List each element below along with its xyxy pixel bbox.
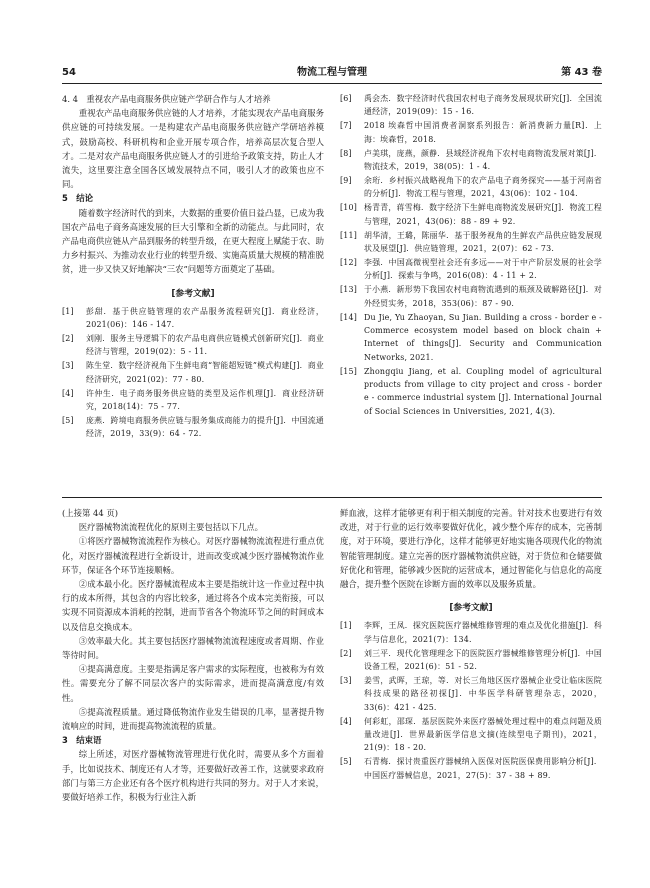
principle-3: ③效率最大化。其主要包括医疗器械物流流程速度或者周期、作业等待时间。 bbox=[62, 635, 324, 661]
reference-item: [11] 胡华清，王璐，陈丽华．基于服务视角的生鲜农产品供应链发展现状及展望[J]．供应链管理，2021，2(07)：62 - 73. bbox=[340, 230, 602, 253]
reference-item: [10] 杨青青，蒋雪梅．数字经济下生鲜电商物流发展研究[J]．物流工程与管理，2021，43(06)：88 - 89 + 92. bbox=[340, 203, 602, 226]
reference-item: [1] 彭甜．基于供应链管理的农产品服务流程研究[J]．商业经济，2021(06)：146 - 147. bbox=[62, 306, 324, 330]
reference-item: [9] 余珩．乡村振兴战略视角下的农产品电子商务探究——基于河南省的分析[J]．物流工程与管理，2021，43(06)：102 - 104. bbox=[340, 175, 602, 199]
continued-from-note: (上接第 44 页) bbox=[62, 508, 119, 518]
references-heading: [参考文献] bbox=[171, 288, 215, 299]
section-5-paragraph: 随着数字经济时代的到来，大数据的重要价值日益凸显，已成为我国农产品电子商务高速发展的巨大引擎和全新的动能点。与此同时，农产品电商供应链从产品到服务的转型升级，在更大程度上赋能于农、助力乡村振兴、为推动农业行业的转型升级、实施高质量大规模的精准脱贫，进一步又快又好地解决“三农”问题等方面奠定了基础。 bbox=[62, 207, 324, 275]
reference-item: [13] 于小燕．新形势下我国农村电商物流遇到的瓶颈及破解路径[J]．对外经贸实务，2018，353(06)：87 - 90. bbox=[340, 285, 602, 308]
journal-title: 物流工程与管理 bbox=[297, 67, 367, 78]
principles-intro: 医疗器械物流流程优化的原则主要包括以下几点。 bbox=[78, 522, 264, 533]
reference-item: [15] Zhongqiu Jiang, et al. Coupling model of agricultural products from village to city project and cross - border e - commerce industrial system [J]. International Journal of Social Sciences in Universities, 2021, 4(3). bbox=[340, 366, 602, 416]
upper-left-column bbox=[62, 92, 324, 441]
article-divider bbox=[62, 497, 602, 498]
lower-left-column bbox=[62, 506, 324, 804]
principle-2: ②成本最小化。医疗器械流程成本主要是指统计这一作业过程中执行的成本所得，其包含的内容比较多，通过将各个成本完美衔接，可以实现不同资源成本消耗的控制，进而节省各个物流环节之间的时间成本以及信息交换成本。 bbox=[62, 579, 324, 632]
principle-5: ⑤提高流程质量。通过降低物流作业发生错误的几率，显著提升物流响应的时间，进而提高物流流程的质量。 bbox=[62, 706, 324, 732]
conclusion-continued: 鲜血液，这样才能够更有利于相关制度的完善。针对技术也要进行有效改进，对于行业的运行效率要做好优化，减少整个库存的成本，完善制度，对于环境，要进行净化，这样才能够更好地实施各项现代化的物流智能管理制度。建立完善的医疗器械物流供应链，对于货位和仓储要做好优化和管理，能够减少医院的运营成本，通过智能化与信息化的高度融合，提升整个医院在诊断方面的效率以及服务质量。 bbox=[340, 508, 602, 590]
references-heading-lower: [参考文献] bbox=[449, 603, 493, 614]
reference-item: [12] 李强．中国高微视型社会还有多远——对于中产阶层发展的社会学分析[J]．探索与争鸣，2016(08)：4 - 11 + 2. bbox=[340, 257, 602, 281]
reference-item: [14] Du Jie, Yu Zhaoyan, Su Jian. Building a cross - border e - Commerce ecosystem model based on block chain + Internet of things[J]. Security and Communication Networks, 2021. bbox=[340, 312, 602, 362]
section-4-4-heading: 4. 4 重视农产品电商服务供应链产学研合作与人才培养 bbox=[62, 94, 271, 104]
section-5-heading: 5 结论 bbox=[62, 193, 93, 204]
reference-item: [8] 卢美琪，庞燕，颜静．县域经济视角下农村电商物流发展对策[J]．物流技术，2019，38(05)：1 - 4. bbox=[340, 148, 602, 172]
principle-4: ④提高满意度。主要是指满足客户需求的实际程度，也被称为有效性。需要充分了解不同层次客户的实际需求，进而提高满意度/有效性。 bbox=[62, 664, 324, 703]
principle-1: ①将医疗器械物流流程作为核心。对医疗器械物流流程进行重点优化，对医疗器械流程进行全新设计，进而改变或减少医疗器械物流作业环节，保证各个环节连接顺畅。 bbox=[62, 536, 324, 575]
reference-item: [3] 姜雪，武晖，王琼，等．对长三角地区医疗器械企业受让临床医院科技成果的路径初探[J]．中华医学科研管理杂志，2020，33(6)：421 - 425. bbox=[340, 675, 602, 712]
reference-item: [5] 石青梅．探讨贵重医疗器械纳入医保对医院医保费用影响分析[J]．中国医疗器械信息，2021，27(5)：37 - 38 + 89. bbox=[340, 757, 602, 780]
references-list-lower bbox=[340, 619, 602, 782]
references-list bbox=[62, 305, 324, 441]
reference-item: [4] 何彩虹，邵琛．基层医院外来医疗器械处理过程中的难点问题及质量改进[J]．世界最新医学信息文摘(连续型电子期刊)，2021，21(9)：18 - 20. bbox=[340, 716, 602, 753]
page-header bbox=[62, 66, 602, 80]
lower-right-column bbox=[340, 506, 602, 783]
reference-item: [6] 禹会杰．数字经济时代我国农村电子商务发展现状研究[J]．全国流通经济，2019(09)：15 - 16. bbox=[340, 94, 602, 117]
page-number: 54 bbox=[62, 67, 76, 78]
reference-item: [3] 陈生堂．数字经济视角下生鲜电商“智能超短链”模式构建[J]．商业经济研究，2021(02)：77 - 80. bbox=[62, 361, 324, 384]
section-4-4-paragraph: 重视农产品电商服务供应链的人才培养，才能实现农产品电商服务供应链的可持续发展。一是构建农产品电商服务供应链产学研培养模式，鼓励高校、科研机构和企业开展专项合作，培养高层次复合型人才。二是对农产品电商服务供应链人才的引进给予政策支持，防止人才流失，这里要注意全国各区域发展特点不同，吸引人才的政策也应不同。 bbox=[62, 108, 324, 190]
conclusion-paragraph: 综上所述，对医疗器械物流管理进行优化时，需要从多个方面着手，比如说技术、制度还有人才等，还要做好改善工作，这就要求政府部门与第三方企业还有各个医疗机构进行共同的努力。对于人才来说，要做好培养工作，积极为行业注入新 bbox=[62, 749, 324, 803]
reference-item: [7] 2018 埃森哲中国消费者洞察系列报告：新消费新力量[R]．上海：埃森哲，2018. bbox=[340, 121, 602, 144]
reference-item: [2] 刘三平．现代化管理理念下的医院医疗器械维修管理分析[J]．中国设备工程，2021(6)：51 - 52. bbox=[340, 648, 602, 671]
upper-right-column bbox=[340, 92, 602, 419]
reference-item: [1] 李辉，王凤．探究医院医疗器械维修管理的难点及优化措施[J]．科学与信息化，2021(7)：134. bbox=[340, 621, 602, 644]
reference-item: [4] 许仲生．电子商务服务供应链的类型及运作机理[J]．商业经济研究，2018(14)：75 - 77. bbox=[62, 388, 324, 411]
reference-item: [5] 庞燕．跨境电商服务供应链与服务集成商能力的提升[J]．中国流通经济，2019，33(9)：64 - 72. bbox=[62, 415, 324, 439]
volume-label: 第 43 卷 bbox=[561, 67, 602, 78]
reference-item: [2] 刘刚．服务主导逻辑下的农产品电商供应链模式创新研究[J]．商业经济与管理，2019(02)：5 - 11. bbox=[62, 333, 324, 357]
header-rule bbox=[62, 83, 602, 84]
section-3-heading: 3 结束语 bbox=[62, 735, 102, 746]
references-list-continued bbox=[340, 92, 602, 418]
